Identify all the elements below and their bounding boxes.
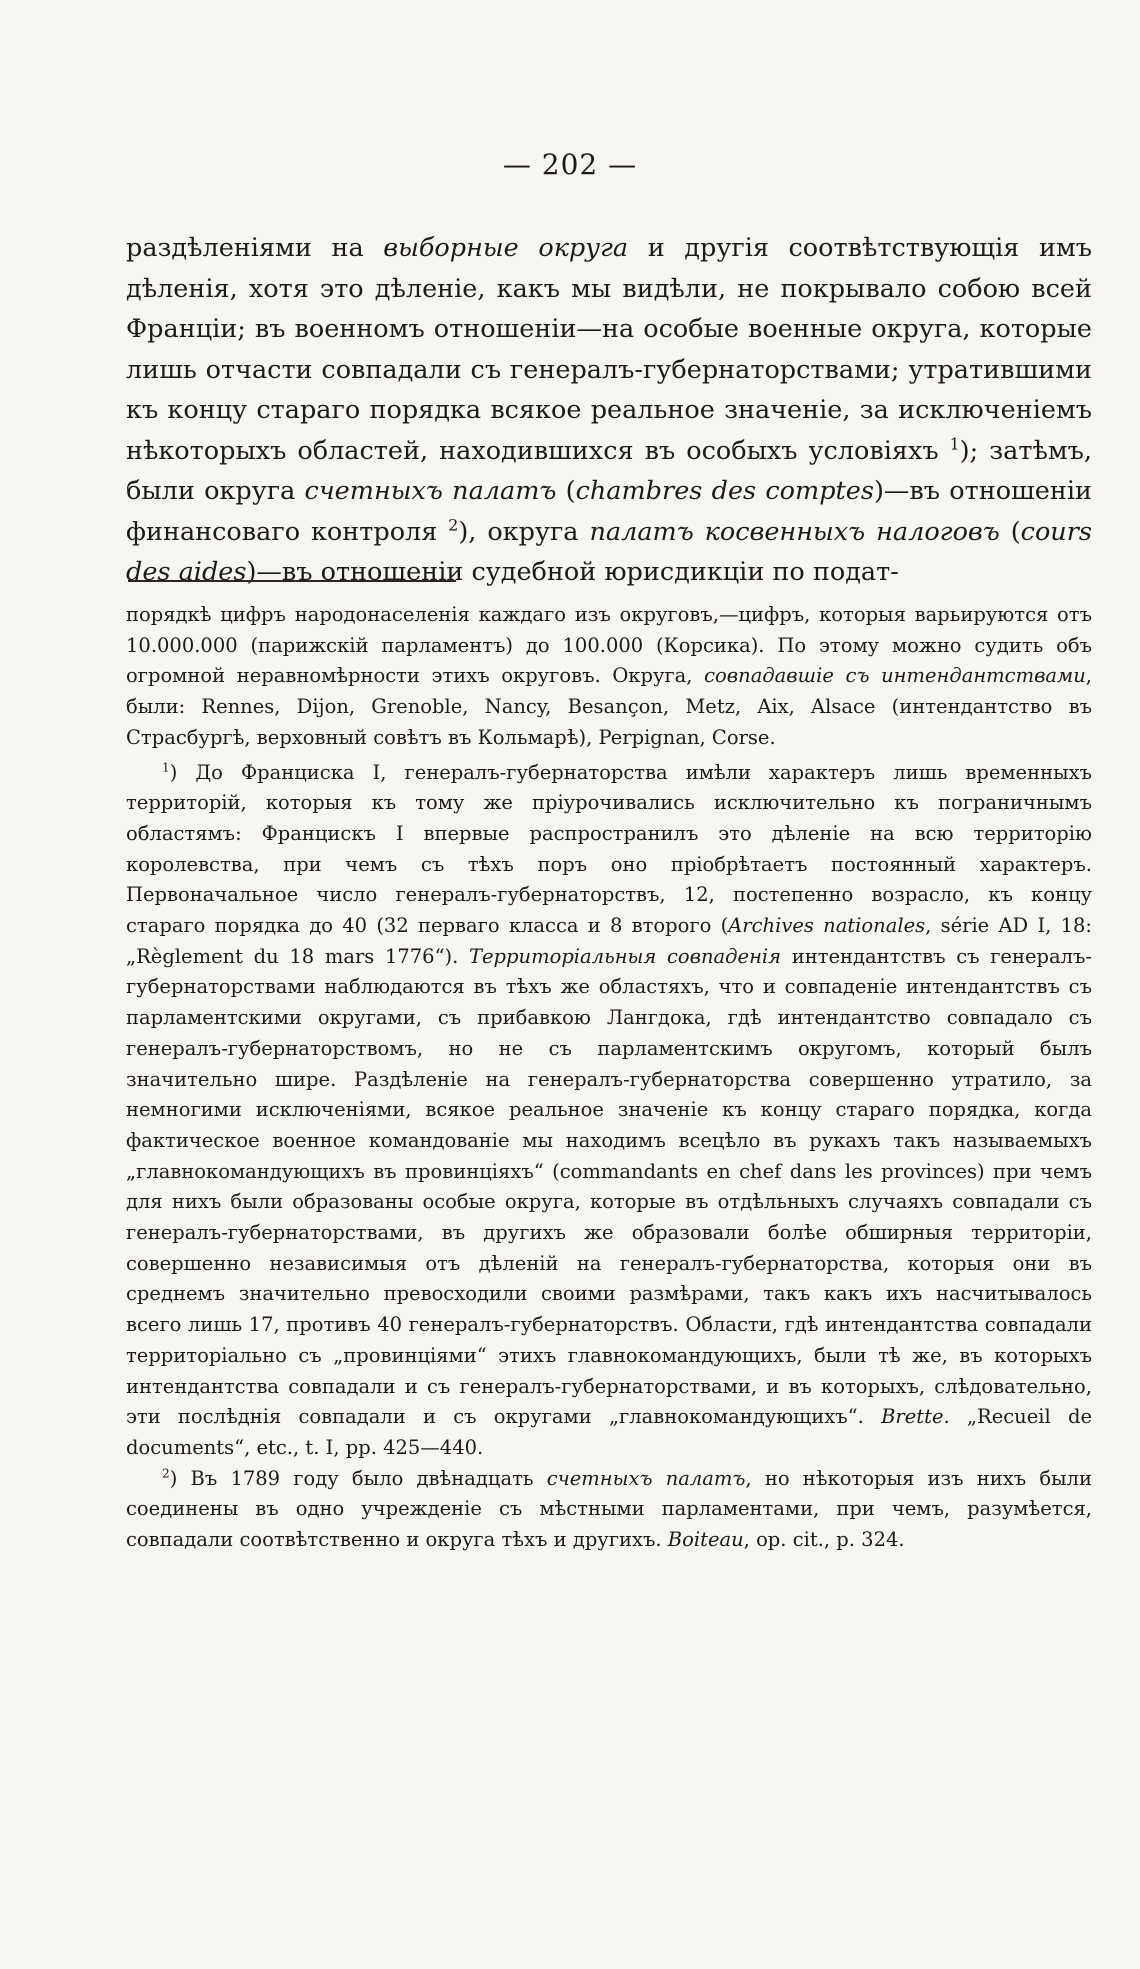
main-text-run: раздѣленiями на: [126, 233, 384, 263]
footnote-text-run: , série AD I, 18: „Règlement du 18 mars 1776“).: [126, 914, 1092, 968]
italic-author: Boiteau: [667, 1528, 744, 1552]
italic-term: chambres des comptes: [575, 476, 874, 506]
italic-term: cours des aides: [126, 516, 1092, 587]
italic-term: Территорiальныя совпаденiя: [469, 944, 782, 968]
italic-term: Archives nationales: [728, 914, 926, 938]
footnote-1: [126, 758, 1092, 1464]
footnote-text-run: . „Recueil de documents“, etc., t. I, pp. 425—440.: [126, 1405, 1093, 1459]
italic-term: палатъ косвенныхъ налоговъ: [589, 516, 1000, 547]
italic-author: Brette: [881, 1405, 944, 1429]
main-text-run: (: [999, 516, 1021, 547]
italic-term: совпадавшiе съ интендантствами: [704, 664, 1086, 688]
footnote-marker: 2: [162, 1466, 170, 1481]
footnote-text-run: ) Въ 1789 году было двѣнадцать: [169, 1466, 547, 1490]
main-text: [126, 228, 1092, 593]
footnote-text-run: , были: Rennes, Dijon, Grenoble, Nancy, Besançon, Metz, Aix, Alsace (интендантство въ Страсбургѣ, верховный совѣтъ въ Кольмарѣ), Perpignan, Corse.: [126, 664, 1092, 749]
footnote-text-run: , но нѣкоторыя изъ нихъ были соединены въ одно учрежденiе съ мѣстными парламентами, при чемъ, разумѣется, совпадали соотвѣтственно и округа тѣхъ и другихъ.: [126, 1466, 1092, 1552]
footnote-divider: [128, 580, 456, 582]
italic-term: выборные округа: [383, 233, 629, 263]
footnote-marker: 1: [162, 760, 170, 775]
main-text-run: (: [556, 476, 576, 506]
main-text-run: )—въ отношенiи судебной юрисдикцiи по подат-: [246, 557, 899, 587]
footnote-continuation: [126, 600, 1092, 754]
page-number: — 202 —: [502, 148, 638, 181]
footnote-text-run: ) До Франциска I, генералъ-губернаторства имѣли характеръ лишь временныхъ территорiй, которыя къ тому же прiурочивались исключительно къ пограничнымъ областямъ: Францискъ I впервые распространилъ это дѣленiе на всю территорiю королевства, при чемъ съ тѣхъ поръ оно прiобрѣтаетъ постоянный характеръ. Первоначальное число генералъ-губернаторствъ, 12, постепенно возрасло, къ концу стараго порядка до 40 (32 перваго класса и 8 второго (: [126, 760, 1092, 938]
main-text-run: ); затѣмъ, были округа: [126, 435, 1092, 506]
footnote-text-run: интендантствъ съ генералъ-губернаторствами наблюдаются въ тѣхъ же областяхъ, что и совпаденiе интендантствъ съ парламентскими округами, съ прибавкою Лангдока, гдѣ интендантство совпадало съ генералъ-губернаторствомъ, но не съ парламентскимъ округомъ, который былъ значительно шире. Раздѣленiе на генералъ-губернаторства совершенно утратило, за немногими исключенiями, всякое реальное значенiе къ концу стараго порядка, когда фактическое военное командованiе мы находимъ всецѣло въ рукахъ такъ называемыхъ „главнокомандующихъ въ провинцiяхъ“ (commandants en chef dans les provinces) при чемъ для нихъ были образованы особые округа, которые въ отдѣльныхъ случаяхъ совпадали съ генералъ-губернаторствами, въ другихъ же образовали болѣе обширныя территорiи, совершенно независимыя отъ дѣленiй на генералъ-губернаторства, которыя они въ среднемъ значительно превосходили своими размѣрами, такъ какъ ихъ насчитывалось всего лишь 17, противъ 40 генералъ-губернаторствъ. Области, гдѣ интендантства совпадали территорiально съ „провинцiями“ этихъ главнокомандующихъ, были тѣ же, въ которыхъ интендантства совпадали и съ генералъ-губернаторствами, и въ которыхъ, слѣдовательно, эти послѣднiя совпадали и съ округами „главнокомандующихъ“.: [126, 944, 1092, 1429]
italic-term: счетныхъ палатъ: [304, 476, 557, 506]
main-text-run: ), округа: [458, 516, 590, 547]
footnotes: [126, 600, 1092, 1556]
footnote-ref-2: 2: [448, 515, 459, 534]
italic-term: счетныхъ палатъ: [546, 1466, 746, 1490]
main-text-run: )—въ отношенiи финансоваго контроля: [126, 476, 1092, 547]
main-text-run: и другiя соотвѣтствующiя имъ дѣленiя, хотя это дѣленiе, какъ мы видѣли, не покрывало собою всей Францiи; въ военномъ отношенiи—на особые военные округа, которые лишь отчасти совпадали съ генералъ-губернаторствами; утратившими къ концу стараго порядка всякое реальное значенiе, за исключенiемъ нѣкоторыхъ областей, находившихся въ особыхъ условiяхъ: [126, 233, 1093, 466]
footnote-text-run: порядкѣ цифръ народонаселенiя каждаго изъ округовъ,—цифръ, которыя варьируются отъ 10.000.000 (парижскiй парламентъ) до 100.000 (Корсика). По этому можно судить объ огромной неравномѣрности этихъ округовъ. Округа,: [126, 603, 1092, 688]
footnote-2: [126, 1464, 1092, 1556]
footnote-text-run: , op. cit., p. 324.: [743, 1528, 905, 1552]
footnote-ref-1: 1: [949, 434, 960, 453]
